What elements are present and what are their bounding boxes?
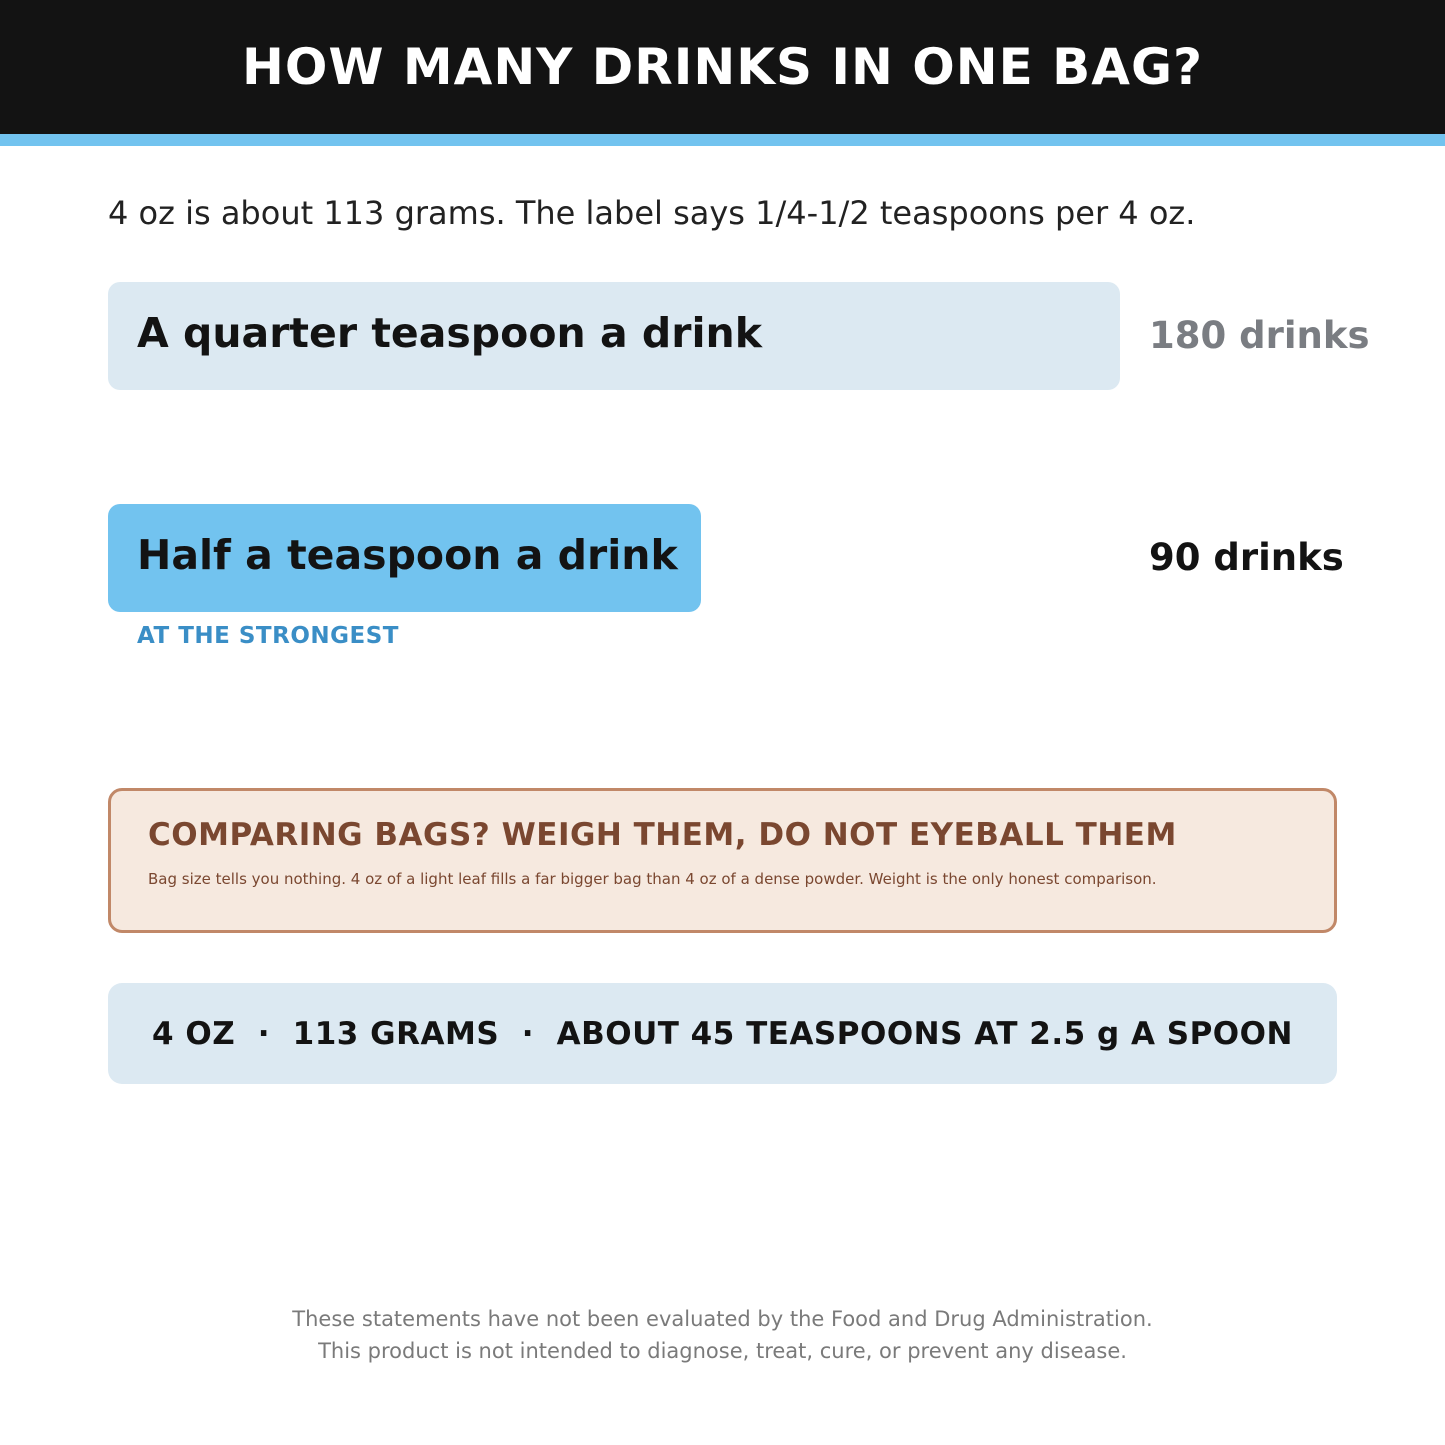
serving-label-quarter: A quarter teaspoon a drink bbox=[137, 309, 762, 357]
page-title: HOW MANY DRINKS IN ONE BAG? bbox=[241, 38, 1204, 96]
header-banner bbox=[0, 0, 1445, 134]
serving-label-half: Half a teaspoon a drink bbox=[137, 531, 678, 579]
strongest-note: AT THE STRONGEST bbox=[137, 623, 399, 649]
comparison-callout bbox=[108, 788, 1337, 933]
facts-strip bbox=[108, 983, 1337, 1084]
callout-title: COMPARING BAGS? WEIGH THEM, DO NOT EYEBALL THEM bbox=[148, 817, 1177, 853]
header-accent-stripe bbox=[0, 134, 1445, 146]
intro-text: 4 oz is about 113 grams. The label says 1/4-1/2 teaspoons per 4 oz. bbox=[108, 194, 1196, 232]
disclaimer-line-1: These statements have not been evaluated by the Food and Drug Administration. bbox=[292, 1307, 1153, 1331]
disclaimer-line-2: This product is not intended to diagnose, treat, cure, or prevent any disease. bbox=[318, 1339, 1127, 1363]
serving-value-quarter: 180 drinks bbox=[1149, 314, 1370, 357]
serving-value-half: 90 drinks bbox=[1149, 536, 1344, 579]
facts-text: 4 OZ · 113 GRAMS · ABOUT 45 TEASPOONS AT 2.5 g A SPOON bbox=[152, 1015, 1293, 1052]
callout-body: Bag size tells you nothing. 4 oz of a light leaf fills a far bigger bag than 4 oz of a dense powder. Weight is the only honest comparison. bbox=[148, 870, 1157, 888]
